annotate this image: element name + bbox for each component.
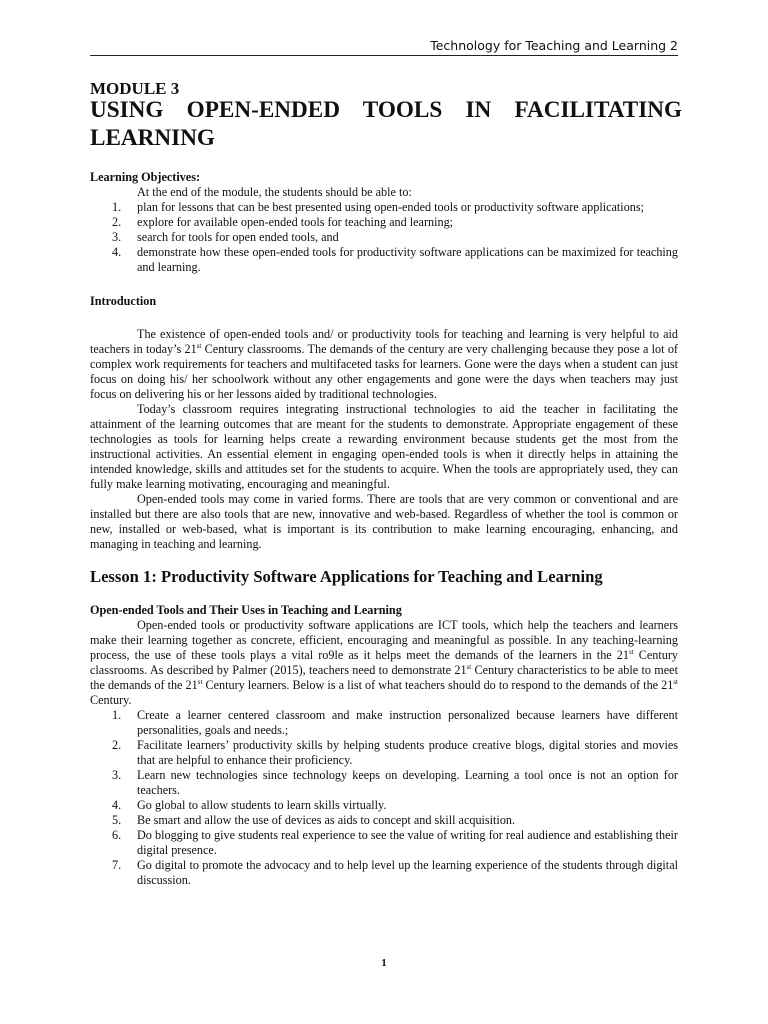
list-number: 3. [112,768,122,782]
list-item [112,708,678,738]
list-item [112,828,678,858]
list-number: 7. [112,858,122,872]
list-number: 2. [112,215,122,229]
list-number: 4. [112,798,122,812]
objectives-list [90,200,678,275]
list-item-text: Create a learner centered classroom and make instruction personalized because learners have different personalities, goals and needs.; [137,708,678,737]
list-item-text: explore for available open-ended tools for teaching and learning; [137,215,454,229]
list-number: 2. [112,738,122,752]
list-number: 4. [112,245,122,259]
list-number: 6. [112,828,122,842]
list-item [112,245,678,275]
list-item [112,200,678,215]
list-item [112,215,678,230]
list-number: 1. [112,708,122,722]
list-item [112,813,678,828]
list-item [112,230,678,245]
module-title: USING OPEN-ENDED TOOLS IN FACILITATING LEARNING [90,97,682,151]
list-item-text: Learn new technologies since technology keeps on developing. Learning a tool once is not an option for teachers. [137,768,678,797]
list-item [112,858,678,888]
list-number: 3. [112,230,122,244]
teacher-actions-list [90,708,678,888]
lesson-subheading: Open-ended Tools and Their Uses in Teaching and Learning [90,603,402,617]
list-item-text: plan for lessons that can be best presented using open-ended tools or productivity software applications; [137,200,645,214]
list-item [112,798,678,813]
lesson-paragraph: Open-ended tools or productivity software applications are ICT tools, which help the teachers and learners make their learning together as concrete, efficient, encouraging and meaningful as possible. In any teaching-learning process, the use of these tools plays a vital ro9le as it helps meet the demands of the learners in the 21st Century classrooms. As described by Palmer (2015), teachers need to demonstrate 21st Century characteristics to be able to meet the demands of the 21st Century learners. Below is a list of what teachers should do to respond to the demands of the 21st Century. [90,618,679,707]
introduction-paragraph-1: The existence of open-ended tools and/ or productivity tools for teaching and learning is very helpful to aid teachers in today’s 21st Century classrooms. The demands of the century are very challenging because they pose a lot of complex work requirements for teachers and multifaceted tasks for learners. Gone were the days when a student can just focus on doing his/ her schoolwork without any other engagements and gone were the days when teachers may just focus on delivering his or her lessons aided by traditional technologies. [90,327,678,401]
running-header: Technology for Teaching and Learning 2 [90,38,678,56]
page-content [90,170,678,888]
list-item [112,768,678,798]
list-item-text: Be smart and allow the use of devices as aids to concept and skill acquisition. [137,813,516,827]
list-item-text: demonstrate how these open-ended tools for productivity software applications can be maximized for teaching and learning. [137,245,678,274]
list-item-text: Do blogging to give students real experience to see the value of writing for real audience and establishing their digital presence. [137,828,678,857]
list-item-text: Go global to allow students to learn skills virtually. [137,798,387,812]
introduction-paragraph-3: Open-ended tools may come in varied forms. There are tools that are very common or conventional and are installed but there are also tools that are new, innovative and web-based. Regardless of whether the tool is common or new, installed or web-based, what is important is its contribution to make learning encouraging, enhancing, and managing in teaching and learning. [90,492,678,551]
list-item-text: search for tools for open ended tools, and [137,230,339,244]
list-item [112,738,678,768]
lesson-title: Lesson 1: Productivity Software Applications for Teaching and Learning [90,567,603,586]
list-number: 5. [112,813,122,827]
objectives-intro: At the end of the module, the students should be able to: [137,185,412,199]
list-item-text: Go digital to promote the advocacy and to help level up the learning experience of the students through digital discussion. [137,858,678,887]
introduction-paragraph-2: Today’s classroom requires integrating instructional technologies to aid the teacher in facilitating the attainment of the learning outcomes that are meant for the students to demonstrate. Appropriate engagement of these technologies as tools for learning helps create a rewarding environment because students get the most from the instructional activities. An essential element in engaging open-ended tools is when it directly helps in attaining the intended knowledge, skills and attitudes set for the students to acquire. When the tools are appropriately used, they can fully make learning motivating, encouraging and meaningful. [90,402,678,491]
page-number: 1 [381,957,387,969]
list-item-text: Facilitate learners’ productivity skills by helping students produce creative blogs, digital stories and movies that are helpful to enhance their proficiency. [137,738,678,767]
module-label: MODULE 3 [90,79,180,98]
introduction-heading: Introduction [90,294,157,308]
list-number: 1. [112,200,122,214]
objectives-heading: Learning Objectives: [90,170,201,184]
